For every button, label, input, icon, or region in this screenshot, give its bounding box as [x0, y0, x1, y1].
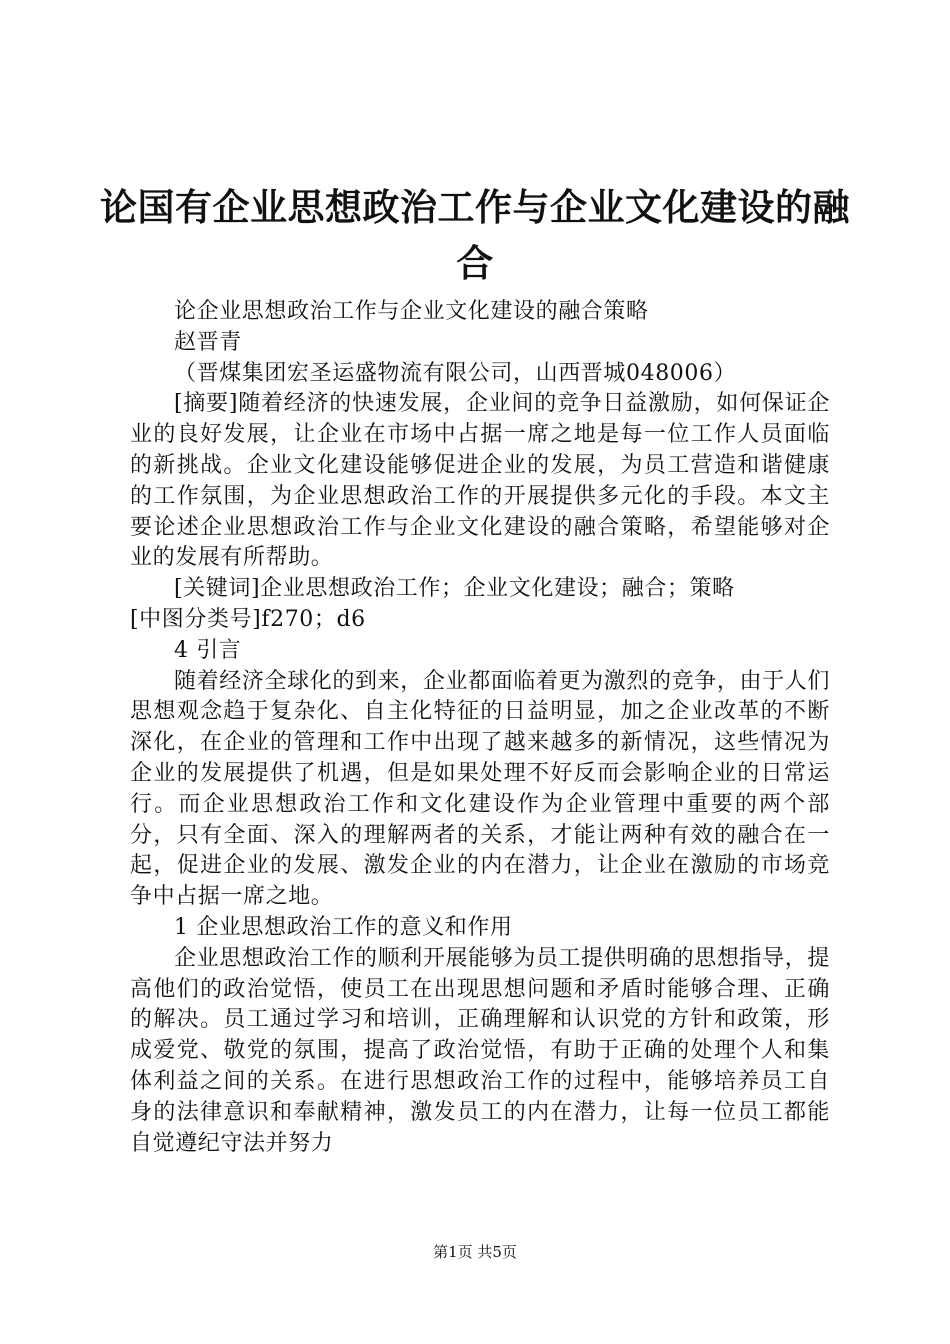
- section-heading-intro: 4 引言: [174, 637, 242, 663]
- section-1-paragraph: 企业思想政治工作的顺利开展能够为员工提供明确的思想指导，提高他们的政治觉悟，使员工在出现思想问题和矛盾时能够合理、正确的解决。员工通过学习和培训，正确理解和认识党的方针和政策，形成爱党、敬党的氛围，提高了政治觉悟，有助于正确的处理个人和集体利益之间的关系。在进行思想政治工作的过程中，能够培养员工自身的法律意识和奉献精神，激发员工的内在潜力，让每一位员工都能自觉遵纪守法并努力: [130, 945, 830, 1156]
- abstract-paragraph: [摘要]随着经济的快速发展，企业间的竞争日益激励，如何保证企业的良好发展，让企业在市场中占据一席之地是每一位工作人员面临的新挑战。企业文化建设能够促进企业的发展，为员工营造和谐健康的工作氛围，为企业思想政治工作的开展提供多元化的手段。本文主要论述企业思想政治工作与企业文化建设的融合策略，希望能够对企业的发展有所帮助。: [130, 391, 830, 571]
- affiliation: （晋煤集团宏圣运盛物流有限公司，山西晋城048006）: [174, 360, 737, 386]
- classification-paragraph: [中图分类号]f270；d6: [130, 606, 366, 632]
- page-number-footer: 第1页 共5页: [433, 1243, 517, 1261]
- author: 赵晋青: [174, 329, 242, 355]
- subtitle: 论企业思想政治工作与企业文化建设的融合策略: [174, 299, 649, 324]
- keywords-paragraph: [关键词]企业思想政治工作；企业文化建设；融合；策略: [174, 576, 735, 602]
- intro-paragraph: 随着经济全球化的到来，企业都面临着更为激烈的竞争，由于人们思想观念趋于复杂化、自主化特征的日益明显，加之企业改革的不断深化，在企业的管理和工作中出现了越来越多的新情况，这些情况为企业的发展提供了机遇，但是如果处理不好反而会影响企业的日常运行。而企业思想政治工作和文化建设作为企业管理中重要的两个部分，只有全面、深入的理解两者的关系，才能让两种有效的融合在一起，促进企业的发展、激发企业的内在潜力，让企业在激励的市场竞争中占据一席之地。: [130, 668, 830, 910]
- document-title: 论国有企业思想政治工作与企业文化建设的融合: [100, 186, 850, 285]
- document-body: [130, 297, 830, 1159]
- section-heading-1: 1 企业思想政治工作的意义和作用: [174, 914, 513, 940]
